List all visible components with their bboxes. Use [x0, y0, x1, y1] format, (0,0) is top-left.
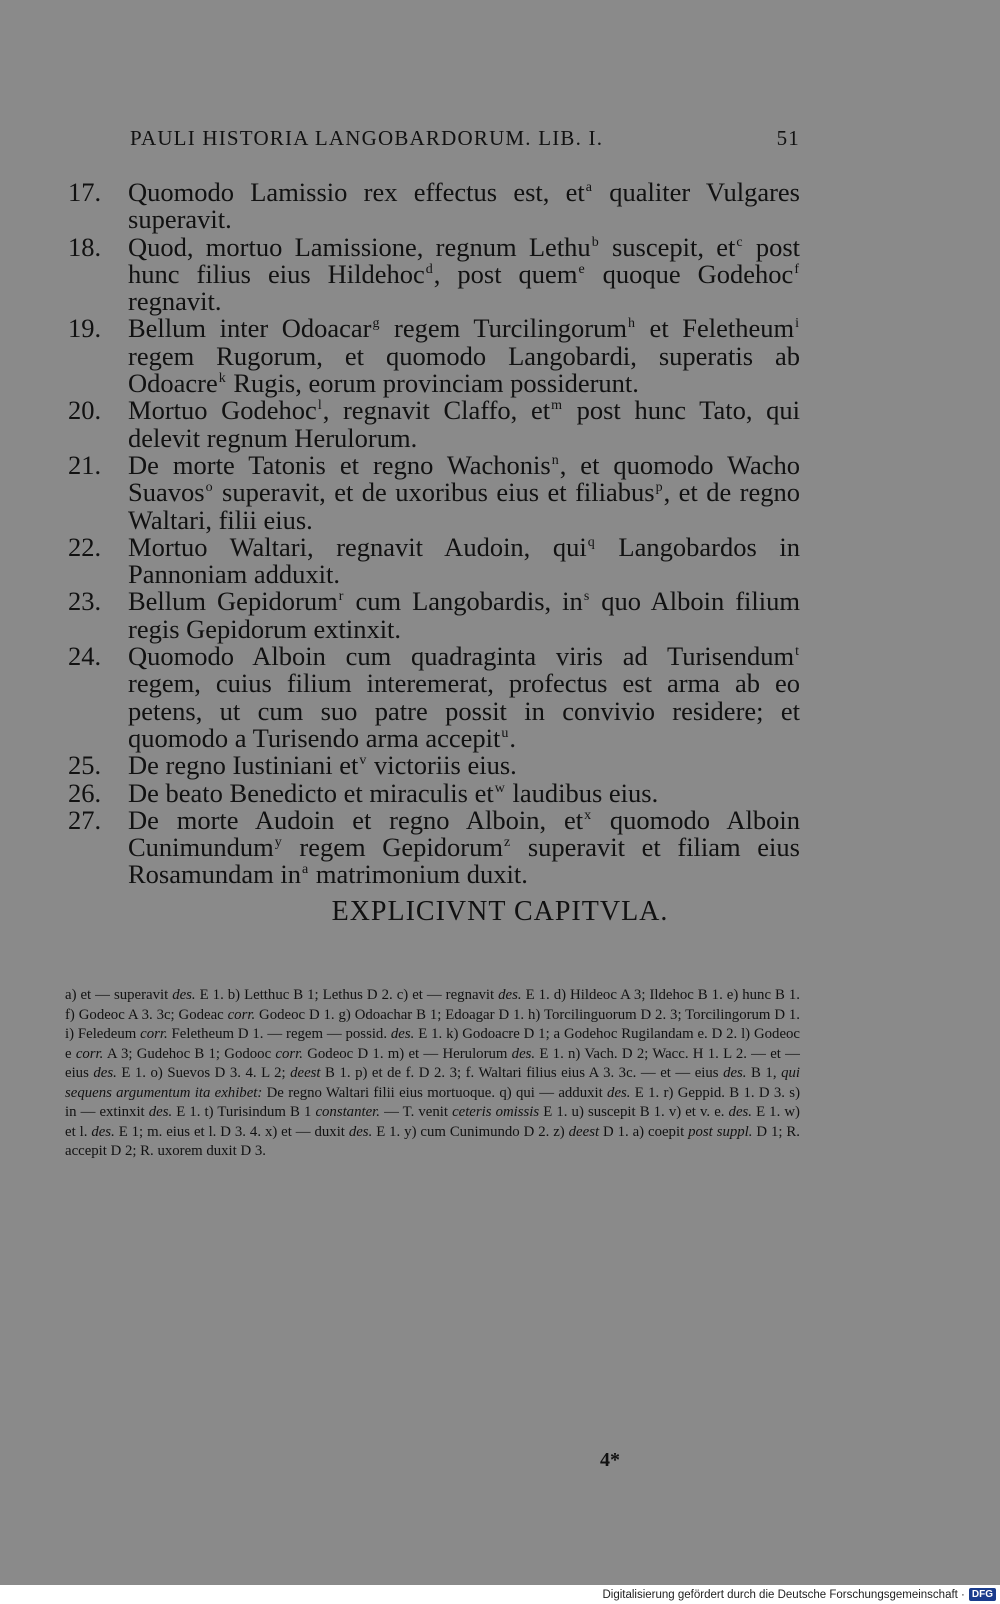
- chapter-item: [62, 449, 800, 535]
- footnote-marker: c: [736, 234, 743, 250]
- chapter-text: regem Turcilingorum: [380, 313, 627, 344]
- footnote-marker: i: [795, 316, 799, 332]
- footnote-marker: e: [578, 261, 585, 277]
- footnote-marker: o: [205, 480, 213, 496]
- footnote-marker: r: [338, 589, 344, 605]
- footnote-marker: p: [655, 480, 663, 496]
- footnote-marker: h: [627, 316, 635, 332]
- chapter-text: superavit et filiam eius Rosamundam in: [128, 832, 800, 890]
- chapter-list: [62, 179, 800, 889]
- footnote-marker: g: [372, 316, 380, 332]
- chapter-text: matrimonium duxit.: [309, 859, 528, 890]
- page-number: 51: [776, 126, 800, 150]
- note-italic: corr.: [140, 1026, 168, 1042]
- chapter-text: .: [509, 722, 517, 753]
- chapter-item: [62, 804, 800, 890]
- footnote-marker: x: [584, 807, 592, 823]
- chapter-text: , et quomodo Wacho Suavos: [128, 449, 800, 508]
- chapter-text: regem Rugorum, et quomodo Langobardi, superatis ab Odoacre: [128, 340, 800, 399]
- note-text: E 1. d) Hildeoc A 3; Ildehoc B 1. e) hunc B 1. f) Godeoc A 3. 3c; Godeac: [65, 987, 800, 1023]
- chapter-text: Quomodo Lamissio rex effectus est, et: [128, 177, 585, 207]
- chapter-text: , et de regno Waltari, filii eius.: [128, 477, 800, 535]
- chapter-text: quoque Godehoc: [585, 258, 794, 289]
- chapter-text: De regno Iustiniani et: [128, 750, 359, 781]
- footnote-marker: l: [317, 398, 322, 414]
- chapter-text: laudibus eius.: [505, 777, 659, 808]
- note-text: E 1. y) cum Cunimundo D 2. z): [372, 1123, 569, 1140]
- chapter-number: 21.: [68, 449, 102, 480]
- note-italic: constanter.: [315, 1104, 380, 1120]
- note-italic: corr.: [227, 1006, 256, 1023]
- chapter-text: cum Langobardis, in: [344, 586, 583, 617]
- chapter-item: [62, 179, 800, 234]
- chapter-text: Mortuo Waltari, regnavit Audoin, qui: [128, 531, 587, 562]
- chapter-text: De morte Audoin et regno Alboin, et: [128, 804, 584, 835]
- signature-mark: 4*: [600, 1449, 620, 1471]
- running-header: [130, 126, 800, 151]
- note-italic: deest: [568, 1123, 600, 1140]
- chapter-number: 27.: [68, 804, 102, 835]
- note-text: D 1; R. accepit D 2; R. uxorem duxit D 3.: [65, 1123, 800, 1159]
- note-text: De regno Waltari filii eius mortuoque. q) qui — adduxit: [262, 1084, 608, 1101]
- footnote-paragraph: [65, 986, 800, 1162]
- footer-text: Digitalisierung gefördert durch die Deutsche Forschungsgemeinschaft ·: [602, 1588, 965, 1601]
- chapter-text: De morte Tatonis et regno Wachonis: [128, 449, 551, 480]
- note-text: — T. venit: [379, 1104, 453, 1120]
- chapter-text: Mortuo Godehoc: [128, 395, 317, 426]
- footnote-marker: y: [274, 835, 282, 851]
- chapter-text: regnavit.: [128, 286, 222, 317]
- footnote-marker: w: [494, 780, 505, 796]
- note-italic: post suppl.: [688, 1123, 753, 1140]
- chapter-text: Quomodo Alboin cum quadraginta viris ad Turisendum: [128, 641, 795, 672]
- chapter-text: quomodo Alboin Cunimundum: [128, 804, 800, 863]
- chapter-number: 22.: [68, 531, 102, 562]
- chapter-text: Bellum Gepidorum: [128, 586, 338, 617]
- chapter-text: post hunc filius eius Hildehoc: [128, 231, 801, 289]
- note-italic: des.: [390, 1026, 415, 1042]
- chapter-item: [62, 752, 800, 779]
- footnotes: [65, 986, 800, 1162]
- note-italic: des.: [148, 1104, 173, 1120]
- note-italic: deest: [290, 1065, 321, 1081]
- chapter-item: [62, 315, 800, 397]
- running-title: PAULI HISTORIA LANGOBARDORUM. LIB. I.: [130, 126, 604, 150]
- note-text: E 1. r) Geppid. B 1. D 3. s) in — extinxit: [65, 1084, 800, 1120]
- note-text: E 1. b) Letthuc B 1; Lethus D 2. c) et — regnavit: [195, 987, 499, 1003]
- chapter-number: 25.: [68, 750, 102, 781]
- note-italic: qui sequens argumentum ita exhibet:: [65, 1065, 800, 1101]
- note-text: Godeoc D 1. m) et — Herulorum: [302, 1045, 512, 1062]
- note-italic: des.: [728, 1104, 752, 1120]
- chapter-item: [62, 777, 800, 808]
- note-italic: des.: [172, 987, 196, 1003]
- chapter-number: 23.: [68, 586, 102, 617]
- chapter-text: Quod, mortuo Lamissione, regnum Lethu: [128, 231, 591, 262]
- note-text: E 1. u) suscepit B 1. v) et v. e.: [539, 1104, 729, 1120]
- note-italic: des.: [607, 1084, 631, 1101]
- note-italic: des.: [91, 1123, 115, 1140]
- footnote-marker: u: [501, 725, 509, 741]
- note-text: B 1,: [746, 1065, 782, 1081]
- chapter-item: [62, 588, 800, 643]
- footnote-marker: f: [794, 261, 799, 277]
- digitization-footer: [0, 1585, 1000, 1604]
- footnote-marker: a: [301, 862, 309, 878]
- chapter-text: qualiter Vulgares superavit.: [128, 177, 800, 235]
- chapter-text: et Feletheum: [635, 313, 795, 344]
- note-text: E 1. w) et l.: [65, 1104, 800, 1140]
- note-italic: des.: [498, 987, 522, 1003]
- chapter-number: 26.: [68, 777, 102, 808]
- chapter-text: , regnavit Claffo, et: [322, 395, 551, 426]
- note-italic: des.: [723, 1065, 747, 1081]
- footnote-marker: n: [551, 452, 559, 468]
- chapter-text: regem, cuius filium interemerat, profectus est arma ab eo petens, ut cum suo patre possit in convivio residere; et quomodo a Turisendo arma accepit: [128, 668, 800, 753]
- footnote-marker: m: [551, 398, 562, 414]
- chapter-text: post hunc Tato, qui delevit regnum Herulorum.: [128, 395, 800, 453]
- chapter-text: , post quem: [433, 258, 578, 289]
- footnote-marker: b: [591, 234, 599, 250]
- chapter-text: victoriis eius.: [367, 750, 517, 781]
- note-italic: corr.: [275, 1045, 303, 1062]
- chapter-number: 20.: [68, 395, 102, 426]
- note-italic: des.: [511, 1045, 536, 1062]
- note-italic: des.: [348, 1123, 373, 1140]
- note-text: E 1. k) Godoacre D 1; a Godehoc Rugilandam e. D 2. l) Godeoc e: [65, 1026, 800, 1062]
- chapter-text: regem Gepidorum: [282, 832, 503, 863]
- note-text: Feletheum D 1. — regem — possid.: [167, 1026, 391, 1042]
- explicit-heading: EXPLICIVNT CAPITVLA.: [331, 896, 669, 927]
- chapter-item: [62, 231, 801, 317]
- chapter-text: Langobardos in Pannoniam adduxit.: [128, 531, 800, 590]
- footnote-marker: d: [425, 261, 433, 277]
- footnote-marker: s: [583, 589, 590, 605]
- note-italic: des.: [93, 1065, 117, 1081]
- footnote-marker: t: [795, 644, 799, 660]
- note-italic: corr.: [75, 1045, 104, 1062]
- chapter-number: 18.: [68, 231, 102, 262]
- footnote-marker: q: [587, 534, 595, 550]
- chapter-item: [62, 397, 800, 452]
- note-italic: ceteris omissis: [452, 1104, 540, 1120]
- note-text: A 3; Gudehoc B 1; Godooc: [103, 1045, 276, 1062]
- chapter-text: quo Alboin filium regis Gepidorum extinxit.: [128, 586, 800, 644]
- dfg-logo: DFG: [969, 1588, 996, 1601]
- chapter-text: superavit, et de uxoribus eius et filiabus: [213, 477, 655, 508]
- chapter-text: De beato Benedicto et miraculis et: [128, 777, 494, 808]
- chapter-number: 17.: [68, 177, 102, 207]
- chapter-number: 19.: [68, 313, 102, 344]
- chapter-item: [62, 531, 800, 590]
- note-text: E 1. t) Turisindum B 1: [172, 1104, 316, 1120]
- chapter-text: Rugis, eorum provinciam possiderunt.: [226, 368, 639, 399]
- footnote-marker: a: [585, 180, 592, 195]
- note-text: D 1. a) coepit: [599, 1123, 689, 1140]
- chapter-item: [62, 643, 800, 752]
- note-text: E 1. n) Vach. D 2; Wacc. H 1. L 2. — et — eius: [65, 1045, 800, 1081]
- note-text: a) et — superavit: [65, 987, 173, 1003]
- note-text: Godeoc D 1. g) Odoachar B 1; Edoagar D 1. h) Torcilinguorum D 2. 3; Torcilingorum D 1. i) Feledeum: [65, 1006, 800, 1042]
- chapter-text: Bellum inter Odoacar: [128, 313, 372, 344]
- note-text: B 1. p) et de f. D 2. 3; f. Waltari filius eius A 3. 3c. — et — eius: [320, 1065, 724, 1081]
- footnote-marker: z: [503, 835, 511, 851]
- note-text: E 1. o) Suevos D 3. 4. L 2;: [116, 1065, 291, 1081]
- note-text: E 1; m. eius et l. D 3. 4. x) et — duxit: [114, 1123, 349, 1140]
- chapter-number: 24.: [68, 641, 102, 672]
- footnote-marker: k: [218, 371, 226, 387]
- chapter-text: suscepit, et: [599, 231, 736, 262]
- footnote-marker: v: [359, 753, 367, 769]
